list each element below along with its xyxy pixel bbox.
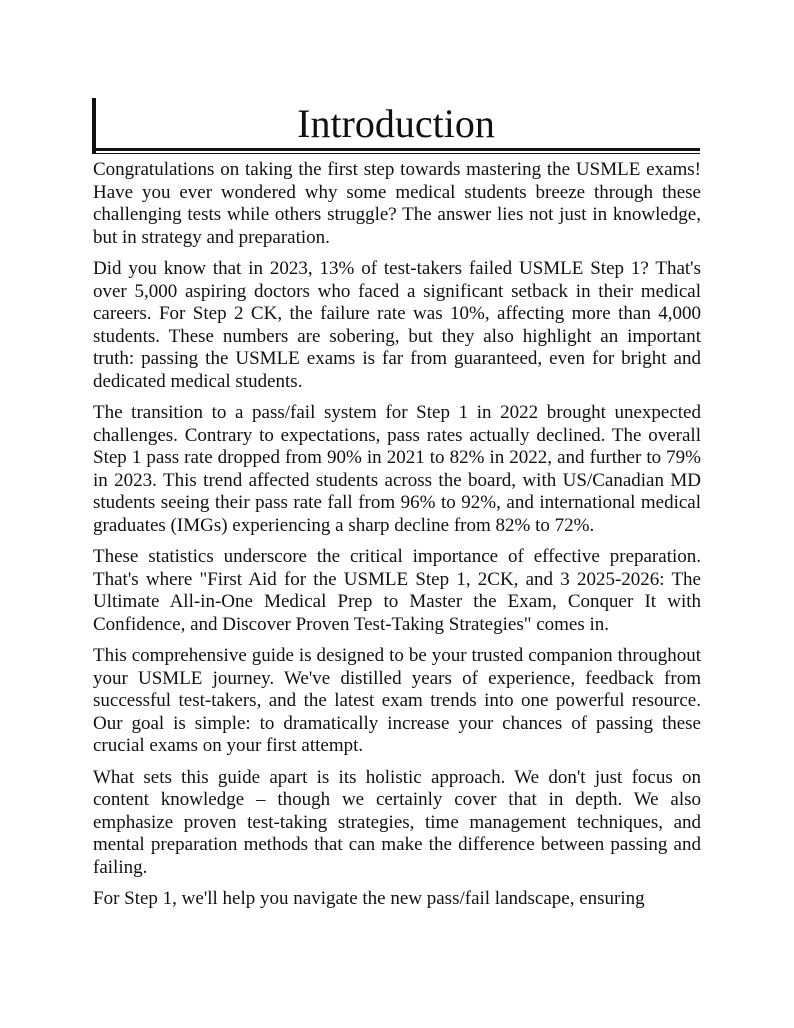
paragraph: Did you know that in 2023, 13% of test-takers failed USMLE Step 1? That's over 5,000 aspiring doctors who faced a significant setback in their medical careers. For Step 2 CK, the failure rate was 10%, affecting more than 4,000 students. These numbers are sobering, but they also highlight an important truth: passing the USMLE exams is far from guaranteed, even for bright and dedicated medical students. (93, 258, 701, 392)
paragraph: Congratulations on taking the first step towards mastering the USMLE exams! Have you ever wondered why some medical students breeze through these challenging tests while others struggle? The answer lies not just in knowledge, but in strategy and preparation. (93, 159, 701, 248)
chapter-heading (92, 98, 700, 158)
heading-rule-thin (92, 153, 700, 154)
paragraph: The transition to a pass/fail system for Step 1 in 2022 brought unexpected challenges. Contrary to expectations, pass rates actually declined. The overall Step 1 pass rate dropped from 90% in 2021 to 82% in 2022, and further to 79% in 2023. This trend affected students across the board, with US/Canadian MD students seeing their pass rate fall from 96% to 92%, and international medical graduates (IMGs) experiencing a sharp decline from 82% to 72%. (93, 402, 701, 536)
page-title: Introduction (297, 101, 495, 146)
paragraph: What sets this guide apart is its holistic approach. We don't just focus on content knowledge – though we certainly cover that in depth. We also emphasize proven test-taking strategies, time management techniques, and mental preparation methods that can make the difference between passing and failing. (93, 766, 701, 878)
paragraph: For Step 1, we'll help you navigate the new pass/fail landscape, ensuring (93, 888, 645, 909)
body-text (93, 159, 701, 920)
heading-rule-thick (92, 148, 700, 151)
paragraph: This comprehensive guide is designed to be your trusted companion throughout your USMLE journey. We've distilled years of experience, feedback from successful test-takers, and the latest exam trends into one powerful resource. Our goal is simple: to dramatically increase your chances of passing these crucial exams on your first attempt. (93, 645, 701, 756)
paragraph: These statistics underscore the critical importance of effective preparation. That's where "First Aid for the USMLE Step 1, 2CK, and 3 2025-2026: The Ultimate All-in-One Medical Prep to Master the Exam, Conquer It with Confidence, and Discover Proven Test-Taking Strategies" comes in. (93, 546, 701, 635)
